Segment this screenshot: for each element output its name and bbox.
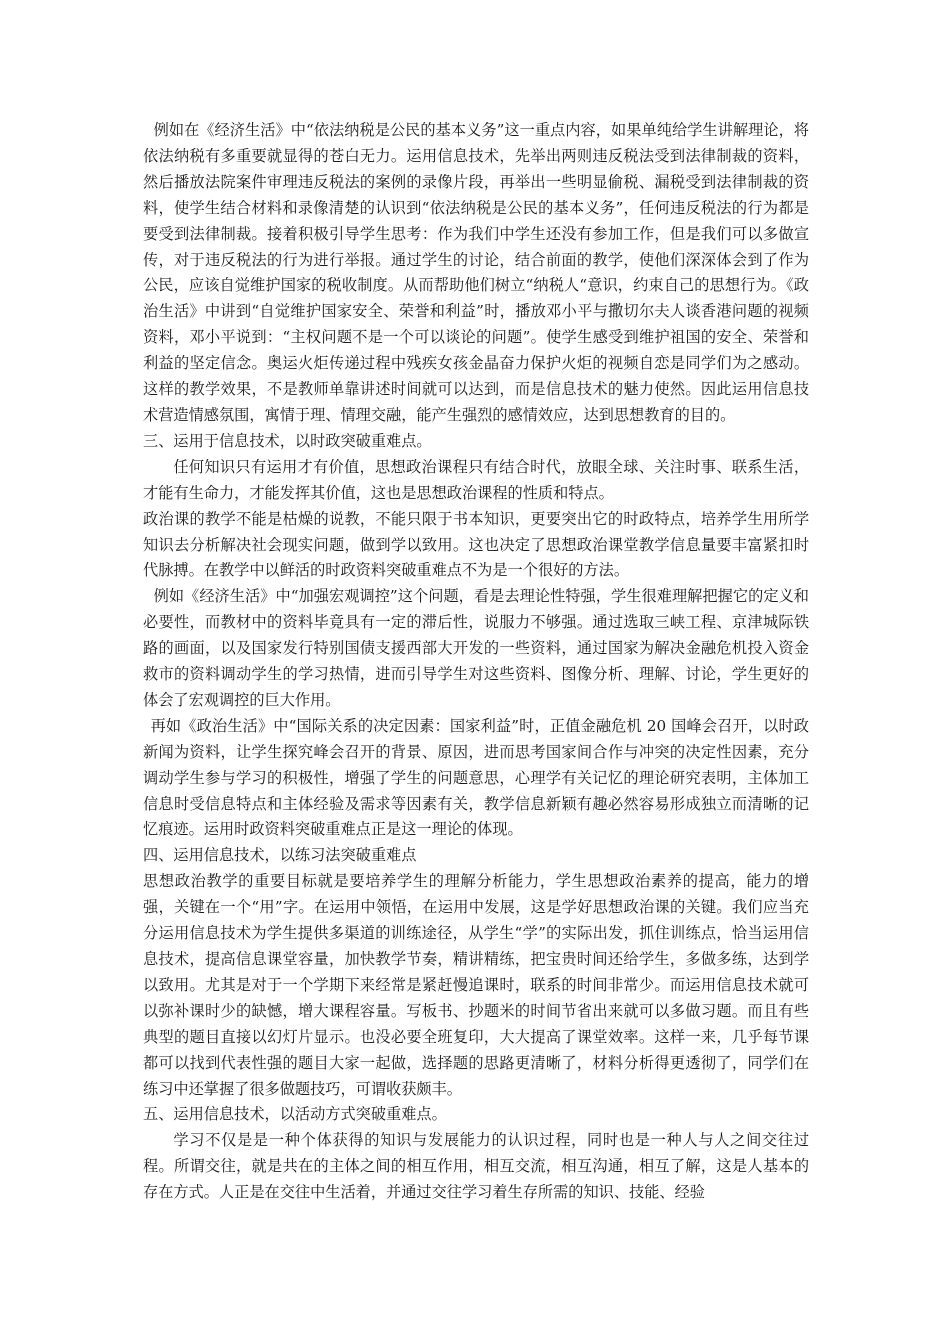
section-heading-4: 四、运用信息技术，以练习法突破重难点 (143, 846, 417, 865)
section-heading-5: 五、运用信息技术，以活动方式突破重难点。 (143, 1105, 447, 1124)
paragraph-macro-control-example: 例如《经济生活》中“加强宏观调控”这个问题，看是去理论性特强，学生很难理解把握它的定义和必要性，而教材中的资料毕竟具有一定的滞后性，说服力不够强。通过选取三峡工程、京津城际铁路的画面，以及国家发行特别国债支援西部大开发的一些资料，通过国家为解决金融危机投入资金救市的资料调动学生的学习热情，进而引导学生对这些资料、图像分析、理解、讨论，学生更好的体会了宏观调控的巨大作用。 (143, 587, 809, 709)
paragraph-practice-method: 思想政治教学的重要目标就是要培养学生的理解分析能力，学生思想政治素养的提高，能力的增强，关键在一个“用”字。在运用中领悟，在运用中发展，这是学好思想政治课的关键。我们应当充分运用信息技术为学生提供多渠道的训练途径，从学生“学”的实际出发，抓住训练点，恰当运用信息技术，提高信息课堂容量，加快教学节奏，精讲精练，把宝贵时间还给学生，多做多练，达到学以致用。尤其是对于一个学期下来经常是紧赶慢追课时，联系的时间非常少。而运用信息技术就可以弥补课时少的缺憾，增大课程容量。写板书、抄题米的时间节省出来就可以多做习题。而且有些典型的题目直接以幻灯片显示。也没必要全班复印，大大提高了课堂效率。这样一来，几乎每节课都可以找到代表性强的题目大家一起做，选择题的思路更清晰了，材料分析得更透彻了，同学们在练习中还掌握了很多做题技巧，可谓收获颇丰。 (143, 872, 809, 1098)
paragraph-politics-teaching: 政治课的教学不能是枯燥的说教，不能只限于书本知识，更要突出它的时政特点，培养学生用所学知识去分析解决社会现实问题，做到学以致用。这也决定了思想政治课堂教学信息量要丰富紧扣时代脉搏。在教学中以鲜活的时政资料突破重难点不为是一个很好的方法。 (143, 509, 809, 580)
paragraph-national-interest-example: 再如《政治生活》中“国际关系的决定因素：国家利益”时，正值金融危机 20 国峰会召开，以时政新闻为资料，让学生探究峰会召开的背景、原因，进而思考国家间合作与冲突的决定性因素，充分调动学生参与学习的积极性，增强了学生的问题意思，心理学有关记忆的理论研究表明，主体加工信息时受信息特点和主体经验及需求等因素有关，教学信息新颖有趣必然容易形成独立而清晰的记忆痕迹。运用时政资料突破重难点正是这一理论的体现。 (143, 716, 809, 839)
paragraph-tax-example: 例如在《经济生活》中“依法纳税是公民的基本义务”这一重点内容，如果单纯给学生讲解理论，将依法纳税有多重要就显得的苍白无力。运用信息技术，先举出两则违反税法受到法律制裁的资料，然后播放法院案件审理违反税法的案例的录像片段，再举出一些明显偷税、漏税受到法律制裁的资料，使学生结合材料和录像清楚的认识到“依法纳税是公民的基本义务”，任何违反税法的行为都是要受到法律制裁。接着积极引导学生思考：作为我们中学生还没有参加工作，但是我们可以多做宣传，对于违反税法的行为进行举报。通过学生的讨论，结合前面的教学，使他们深深体会到了作为公民，应该自觉维护国家的税收制度。从而帮助他们树立“纳税人“意识，约束自己的思想行为。《政治生活》中讲到“自觉维护国家安全、荣誉和利益”时，播放邓小平与撒切尔夫人谈香港问题的视频资料，邓小平说到：“主权问题不是一个可以谈论的问题”。使学生感受到维护祖国的安全、荣誉和利益的坚定信念。奥运火炬传递过程中残疾女孩金晶奋力保护火炬的视频自恋是同学们为之感动。这样的教学效果，不是教师单靠讲述时间就可以达到，而是信息技术的魅力使然。因此运用信息技术营造情感氛围，寓情于理、情理交融，能产生强烈的感情效应，达到思想教育的目的。 (143, 121, 809, 424)
paragraph-learning-interaction: 学习不仅是是一种个体获得的知识与发展能力的认识过程，同时也是一种人与人之间交往过程。所谓交往，就是共在的主体之间的相互作用，相互交流，相互沟通，相互了解，这是人基本的存在方式。人正是在交往中生活着，并通过交往学习着生存所需的知识、技能、经验 (143, 1131, 809, 1202)
section-heading-3: 三、运用于信息技术，以时政突破重难点。 (143, 431, 432, 450)
document-body (143, 118, 809, 1206)
paragraph-knowledge-value: 任何知识只有运用才有价值，思想政治课程只有结合时代，放眼全球、关注时事、联系生活，才能有生命力，才能发挥其价值，这也是思想政治课程的性质和特点。 (143, 457, 809, 502)
